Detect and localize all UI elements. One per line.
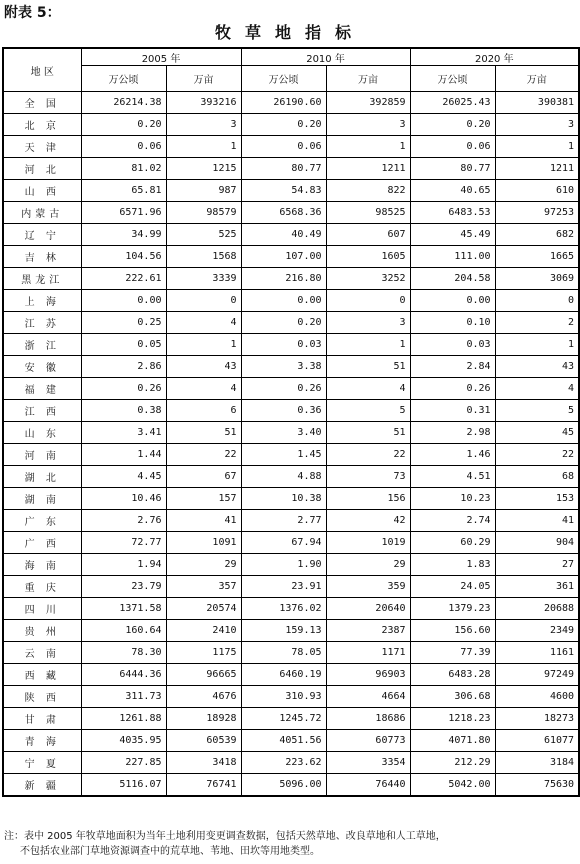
region-cell: 青 海 (3, 730, 81, 752)
area-value-cell: 6568.36 (241, 202, 326, 224)
footnote-line: 注：表中 2005 年牧草地面积为当年土地利用变更调查数据，包括天然草地、改良草地和人工草地， (4, 831, 446, 842)
footnote (4, 829, 576, 859)
region-cell: 山 东 (3, 422, 81, 444)
mu-value-cell: 1 (326, 334, 410, 356)
mu-value-cell: 41 (166, 510, 241, 532)
mu-value-cell: 45 (495, 422, 579, 444)
region-cell: 湖 南 (3, 488, 81, 510)
area-value-cell: 0.31 (410, 400, 495, 422)
region-cell: 山 西 (3, 180, 81, 202)
mu-value-cell: 1161 (495, 642, 579, 664)
mu-value-cell: 41 (495, 510, 579, 532)
mu-value-cell: 96665 (166, 664, 241, 686)
mu-value-cell: 98579 (166, 202, 241, 224)
mu-value-cell: 3252 (326, 268, 410, 290)
area-value-cell: 2.98 (410, 422, 495, 444)
area-value-cell: 0.20 (410, 114, 495, 136)
area-value-cell: 45.49 (410, 224, 495, 246)
area-value-cell: 1.83 (410, 554, 495, 576)
area-value-cell: 4.88 (241, 466, 326, 488)
area-value-cell: 306.68 (410, 686, 495, 708)
mu-value-cell: 3 (326, 312, 410, 334)
mu-value-cell: 76741 (166, 774, 241, 797)
area-value-cell: 1.45 (241, 444, 326, 466)
region-cell: 上 海 (3, 290, 81, 312)
area-value-cell: 0.06 (81, 136, 166, 158)
area-value-cell: 0.20 (81, 114, 166, 136)
header-row-units (3, 66, 579, 92)
region-cell: 天 津 (3, 136, 81, 158)
area-value-cell: 0.03 (410, 334, 495, 356)
table-row (3, 246, 579, 268)
mu-value-cell: 904 (495, 532, 579, 554)
table-row (3, 620, 579, 642)
area-value-cell: 0.25 (81, 312, 166, 334)
mu-value-cell: 3069 (495, 268, 579, 290)
region-cell: 重 庆 (3, 576, 81, 598)
mu-value-cell: 607 (326, 224, 410, 246)
mu-value-cell: 3418 (166, 752, 241, 774)
table-row (3, 642, 579, 664)
area-value-cell: 5042.00 (410, 774, 495, 797)
table-row (3, 114, 579, 136)
area-value-cell: 1.44 (81, 444, 166, 466)
mu-value-cell: 75630 (495, 774, 579, 797)
mu-value-cell: 51 (326, 356, 410, 378)
table-row (3, 510, 579, 532)
area-value-cell: 1379.23 (410, 598, 495, 620)
area-value-cell: 1371.58 (81, 598, 166, 620)
pasture-indicator-table (2, 47, 580, 797)
area-value-cell: 2.77 (241, 510, 326, 532)
area-value-cell: 0.36 (241, 400, 326, 422)
area-value-cell: 223.62 (241, 752, 326, 774)
area-value-cell: 10.23 (410, 488, 495, 510)
footnote-line: 不包括农业部门草地资源调查中的荒草地、苇地、田坎等用地类型。 (20, 846, 320, 857)
mu-value-cell: 76440 (326, 774, 410, 797)
area-value-cell: 4071.80 (410, 730, 495, 752)
area-value-cell: 78.05 (241, 642, 326, 664)
mu-value-cell: 1091 (166, 532, 241, 554)
region-cell: 云 南 (3, 642, 81, 664)
mu-value-cell: 18273 (495, 708, 579, 730)
mu-value-cell: 0 (495, 290, 579, 312)
region-cell: 全 国 (3, 92, 81, 114)
mu-value-cell: 1175 (166, 642, 241, 664)
header-row-years (3, 48, 579, 66)
mu-value-cell: 0 (326, 290, 410, 312)
region-column-header: 地 区 (3, 48, 81, 92)
area-value-cell: 54.83 (241, 180, 326, 202)
region-cell: 宁 夏 (3, 752, 81, 774)
region-cell: 广 西 (3, 532, 81, 554)
area-value-cell: 0.38 (81, 400, 166, 422)
area-value-cell: 10.38 (241, 488, 326, 510)
region-cell: 江 苏 (3, 312, 81, 334)
table-row (3, 334, 579, 356)
area-value-cell: 78.30 (81, 642, 166, 664)
mu-value-cell: 525 (166, 224, 241, 246)
area-value-cell: 81.02 (81, 158, 166, 180)
mu-value-cell: 4 (166, 312, 241, 334)
area-value-cell: 4.45 (81, 466, 166, 488)
mu-value-cell: 1 (495, 334, 579, 356)
area-value-cell: 0.06 (241, 136, 326, 158)
mu-value-cell: 4 (166, 378, 241, 400)
mu-value-cell: 60539 (166, 730, 241, 752)
table-row (3, 312, 579, 334)
region-cell: 吉 林 (3, 246, 81, 268)
region-cell: 四 川 (3, 598, 81, 620)
table-row (3, 268, 579, 290)
area-value-cell: 6571.96 (81, 202, 166, 224)
area-value-cell: 0.06 (410, 136, 495, 158)
area-value-cell: 80.77 (241, 158, 326, 180)
area-value-cell: 26214.38 (81, 92, 166, 114)
mu-value-cell: 1 (495, 136, 579, 158)
area-value-cell: 0.26 (241, 378, 326, 400)
table-row (3, 92, 579, 114)
area-value-cell: 6444.36 (81, 664, 166, 686)
mu-value-cell: 682 (495, 224, 579, 246)
mu-value-cell: 610 (495, 180, 579, 202)
mu-value-cell: 20574 (166, 598, 241, 620)
area-value-cell: 0.05 (81, 334, 166, 356)
region-cell: 海 南 (3, 554, 81, 576)
mu-value-cell: 51 (326, 422, 410, 444)
attachment-label: 附表 5： (4, 5, 61, 21)
mu-value-cell: 393216 (166, 92, 241, 114)
table-row (3, 356, 579, 378)
mu-value-cell: 156 (326, 488, 410, 510)
region-cell: 西 藏 (3, 664, 81, 686)
mu-value-cell: 361 (495, 576, 579, 598)
area-value-cell: 1261.88 (81, 708, 166, 730)
area-value-cell: 227.85 (81, 752, 166, 774)
mu-value-cell: 51 (166, 422, 241, 444)
mu-value-cell: 4676 (166, 686, 241, 708)
area-value-cell: 72.77 (81, 532, 166, 554)
area-value-cell: 156.60 (410, 620, 495, 642)
mu-value-cell: 20640 (326, 598, 410, 620)
table-row (3, 708, 579, 730)
table-row (3, 488, 579, 510)
area-value-cell: 310.93 (241, 686, 326, 708)
area-value-cell: 4.51 (410, 466, 495, 488)
unit-header-mu: 万亩 (495, 66, 579, 92)
mu-value-cell: 60773 (326, 730, 410, 752)
area-value-cell: 23.79 (81, 576, 166, 598)
region-cell: 新 疆 (3, 774, 81, 797)
area-value-cell: 0.00 (81, 290, 166, 312)
mu-value-cell: 42 (326, 510, 410, 532)
region-cell: 广 东 (3, 510, 81, 532)
mu-value-cell: 1215 (166, 158, 241, 180)
mu-value-cell: 3 (495, 114, 579, 136)
area-value-cell: 80.77 (410, 158, 495, 180)
area-value-cell: 2.84 (410, 356, 495, 378)
table-row (3, 136, 579, 158)
mu-value-cell: 359 (326, 576, 410, 598)
area-value-cell: 67.94 (241, 532, 326, 554)
mu-value-cell: 987 (166, 180, 241, 202)
mu-value-cell: 822 (326, 180, 410, 202)
mu-value-cell: 43 (495, 356, 579, 378)
area-value-cell: 0.20 (241, 312, 326, 334)
area-value-cell: 0.00 (410, 290, 495, 312)
mu-value-cell: 1211 (495, 158, 579, 180)
area-value-cell: 0.20 (241, 114, 326, 136)
area-value-cell: 40.65 (410, 180, 495, 202)
area-value-cell: 3.38 (241, 356, 326, 378)
region-cell: 内蒙古 (3, 202, 81, 224)
table-row (3, 290, 579, 312)
area-value-cell: 216.80 (241, 268, 326, 290)
table-row (3, 598, 579, 620)
area-value-cell: 2.86 (81, 356, 166, 378)
mu-value-cell: 61077 (495, 730, 579, 752)
table-row (3, 224, 579, 246)
table-row (3, 774, 579, 797)
mu-value-cell: 3 (166, 114, 241, 136)
mu-value-cell: 97253 (495, 202, 579, 224)
mu-value-cell: 0 (166, 290, 241, 312)
area-value-cell: 0.26 (81, 378, 166, 400)
mu-value-cell: 6 (166, 400, 241, 422)
table-row (3, 686, 579, 708)
area-value-cell: 6483.28 (410, 664, 495, 686)
mu-value-cell: 20688 (495, 598, 579, 620)
region-cell: 河 南 (3, 444, 81, 466)
year-header-2010: 2010 年 (241, 48, 410, 66)
area-value-cell: 0.03 (241, 334, 326, 356)
unit-header-area: 万公顷 (410, 66, 495, 92)
region-cell: 甘 肃 (3, 708, 81, 730)
table-row (3, 532, 579, 554)
mu-value-cell: 22 (166, 444, 241, 466)
mu-value-cell: 43 (166, 356, 241, 378)
mu-value-cell: 2387 (326, 620, 410, 642)
unit-header-area: 万公顷 (241, 66, 326, 92)
area-value-cell: 6483.53 (410, 202, 495, 224)
area-value-cell: 60.29 (410, 532, 495, 554)
mu-value-cell: 1568 (166, 246, 241, 268)
area-value-cell: 34.99 (81, 224, 166, 246)
mu-value-cell: 4600 (495, 686, 579, 708)
mu-value-cell: 22 (495, 444, 579, 466)
mu-value-cell: 98525 (326, 202, 410, 224)
region-cell: 湖 北 (3, 466, 81, 488)
mu-value-cell: 5 (495, 400, 579, 422)
area-value-cell: 1.90 (241, 554, 326, 576)
mu-value-cell: 68 (495, 466, 579, 488)
region-cell: 江 西 (3, 400, 81, 422)
area-value-cell: 1.46 (410, 444, 495, 466)
area-value-cell: 159.13 (241, 620, 326, 642)
area-value-cell: 5116.07 (81, 774, 166, 797)
area-value-cell: 0.10 (410, 312, 495, 334)
mu-value-cell: 2349 (495, 620, 579, 642)
region-cell: 黑龙江 (3, 268, 81, 290)
mu-value-cell: 18928 (166, 708, 241, 730)
table-row (3, 158, 579, 180)
region-cell: 陕 西 (3, 686, 81, 708)
area-value-cell: 0.00 (241, 290, 326, 312)
mu-value-cell: 18686 (326, 708, 410, 730)
year-header-2020: 2020 年 (410, 48, 579, 66)
mu-value-cell: 3339 (166, 268, 241, 290)
table-row (3, 444, 579, 466)
table-row (3, 554, 579, 576)
mu-value-cell: 4664 (326, 686, 410, 708)
area-value-cell: 160.64 (81, 620, 166, 642)
mu-value-cell: 1 (326, 136, 410, 158)
area-value-cell: 0.26 (410, 378, 495, 400)
mu-value-cell: 1171 (326, 642, 410, 664)
area-value-cell: 311.73 (81, 686, 166, 708)
area-value-cell: 26025.43 (410, 92, 495, 114)
area-value-cell: 2.74 (410, 510, 495, 532)
mu-value-cell: 73 (326, 466, 410, 488)
table-row (3, 466, 579, 488)
table-row (3, 730, 579, 752)
mu-value-cell: 29 (166, 554, 241, 576)
area-value-cell: 3.41 (81, 422, 166, 444)
mu-value-cell: 4 (326, 378, 410, 400)
table-row (3, 664, 579, 686)
mu-value-cell: 357 (166, 576, 241, 598)
area-value-cell: 6460.19 (241, 664, 326, 686)
area-value-cell: 107.00 (241, 246, 326, 268)
table-row (3, 576, 579, 598)
area-value-cell: 2.76 (81, 510, 166, 532)
area-value-cell: 222.61 (81, 268, 166, 290)
region-cell: 辽 宁 (3, 224, 81, 246)
mu-value-cell: 1019 (326, 532, 410, 554)
area-value-cell: 4051.56 (241, 730, 326, 752)
table-row (3, 400, 579, 422)
page-title: 牧草地指标 (214, 23, 365, 42)
mu-value-cell: 1 (166, 136, 241, 158)
table-row (3, 202, 579, 224)
mu-value-cell: 3184 (495, 752, 579, 774)
mu-value-cell: 3 (326, 114, 410, 136)
mu-value-cell: 27 (495, 554, 579, 576)
area-value-cell: 104.56 (81, 246, 166, 268)
area-value-cell: 4035.95 (81, 730, 166, 752)
table-row (3, 378, 579, 400)
area-value-cell: 111.00 (410, 246, 495, 268)
region-cell: 河 北 (3, 158, 81, 180)
area-value-cell: 65.81 (81, 180, 166, 202)
mu-value-cell: 153 (495, 488, 579, 510)
area-value-cell: 1.94 (81, 554, 166, 576)
mu-value-cell: 2 (495, 312, 579, 334)
mu-value-cell: 157 (166, 488, 241, 510)
table-row (3, 180, 579, 202)
area-value-cell: 3.40 (241, 422, 326, 444)
mu-value-cell: 1665 (495, 246, 579, 268)
area-value-cell: 40.49 (241, 224, 326, 246)
mu-value-cell: 67 (166, 466, 241, 488)
mu-value-cell: 96903 (326, 664, 410, 686)
area-value-cell: 10.46 (81, 488, 166, 510)
mu-value-cell: 1605 (326, 246, 410, 268)
mu-value-cell: 1211 (326, 158, 410, 180)
table-row (3, 752, 579, 774)
area-value-cell: 23.91 (241, 576, 326, 598)
region-cell: 贵 州 (3, 620, 81, 642)
table-row (3, 422, 579, 444)
mu-value-cell: 392859 (326, 92, 410, 114)
mu-value-cell: 2410 (166, 620, 241, 642)
area-value-cell: 1218.23 (410, 708, 495, 730)
mu-value-cell: 97249 (495, 664, 579, 686)
area-value-cell: 1245.72 (241, 708, 326, 730)
area-value-cell: 1376.02 (241, 598, 326, 620)
region-cell: 北 京 (3, 114, 81, 136)
area-value-cell: 204.58 (410, 268, 495, 290)
mu-value-cell: 5 (326, 400, 410, 422)
mu-value-cell: 4 (495, 378, 579, 400)
region-cell: 福 建 (3, 378, 81, 400)
unit-header-mu: 万亩 (326, 66, 410, 92)
region-cell: 安 徽 (3, 356, 81, 378)
unit-header-mu: 万亩 (166, 66, 241, 92)
area-value-cell: 5096.00 (241, 774, 326, 797)
mu-value-cell: 3354 (326, 752, 410, 774)
area-value-cell: 26190.60 (241, 92, 326, 114)
area-value-cell: 24.05 (410, 576, 495, 598)
region-cell: 浙 江 (3, 334, 81, 356)
year-header-2005: 2005 年 (81, 48, 241, 66)
mu-value-cell: 1 (166, 334, 241, 356)
unit-header-area: 万公顷 (81, 66, 166, 92)
mu-value-cell: 22 (326, 444, 410, 466)
mu-value-cell: 390381 (495, 92, 579, 114)
area-value-cell: 212.29 (410, 752, 495, 774)
area-value-cell: 77.39 (410, 642, 495, 664)
mu-value-cell: 29 (326, 554, 410, 576)
